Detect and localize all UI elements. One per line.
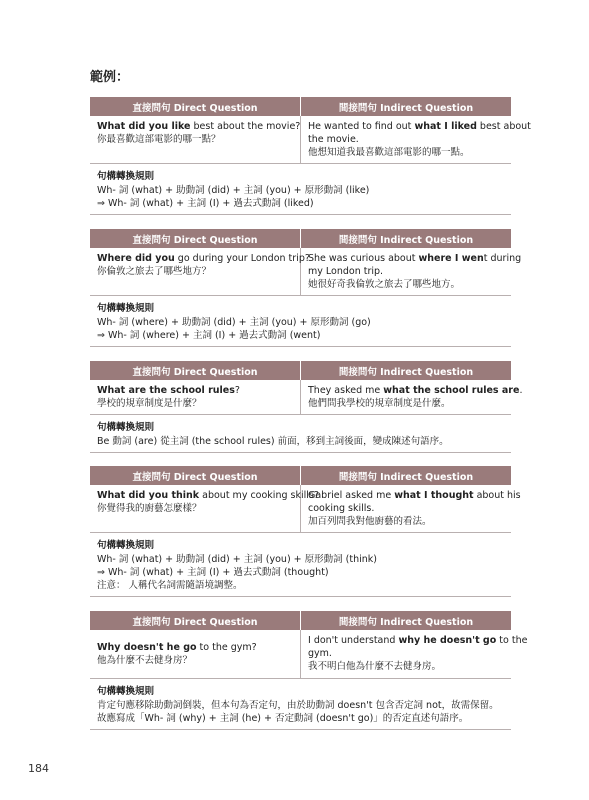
indirect-question-header: 間接問句 Indirect Question: [301, 97, 512, 116]
direct-question-bold: Why doesn't he go: [97, 641, 197, 653]
rules-title: 句構轉換規則: [97, 422, 155, 433]
indirect-question-bold: what the school rules are: [383, 385, 520, 396]
indirect-question-text-line2: cooking skills.: [308, 503, 375, 514]
rule-line: 肯定句應移除助動詞倒裝，但本句為否定句，由於助動詞 doesn't 包含否定詞 not，故需保留。: [97, 699, 499, 711]
direct-question-text: to the gym?: [196, 641, 257, 653]
indirect-question-text-line2: my London trip.: [308, 266, 384, 277]
direct-question-cell: [90, 116, 301, 164]
direct-question-cell: [90, 630, 301, 678]
rule-line: Be 動詞 (are) 從主詞 (the school rules) 前面，移到主詞後面，變成陳述句語序。: [97, 436, 449, 447]
page-heading: 範例：: [90, 70, 130, 85]
indirect-question-bold: what I liked: [414, 121, 477, 132]
direct-question-bold: What did you like: [97, 121, 191, 132]
example-block: [90, 466, 521, 597]
indirect-question-header: 間接問句 Indirect Question: [301, 361, 512, 380]
indirect-question-bold: where I wen: [418, 253, 484, 264]
indirect-question-text: He wanted to find out: [308, 121, 415, 132]
indirect-question-cell: [301, 485, 521, 533]
indirect-question-text-end: t during: [483, 253, 522, 264]
indirect-question-header: 間接問句 Indirect Question: [301, 611, 512, 630]
direct-question-chinese: 他為什麼不去健身房？: [97, 654, 193, 666]
direct-question-text: go during your London trip?: [174, 253, 310, 264]
direct-question-text: best about the movie?: [190, 121, 301, 132]
example-block: [90, 361, 523, 453]
example-block: [90, 229, 522, 347]
indirect-question-text-end: best about: [476, 121, 531, 132]
indirect-question-chinese: 他們問我學校的規章制度是什麼。: [308, 398, 451, 409]
question-table: [90, 229, 522, 296]
rule-line: ⇒ Wh- 詞 (what) + 主詞 (I) + 過去式動詞 (thought): [97, 567, 329, 578]
question-table: [90, 361, 523, 415]
rule-line: 注意： 人稱代名詞需隨語境調整。: [97, 580, 243, 591]
direct-question-bold: What are the school rules: [97, 385, 235, 396]
conversion-rules: [90, 296, 511, 347]
conversion-rules: [90, 164, 511, 215]
rule-line: Wh- 詞 (what) + 助動詞 (did) + 主詞 (you) + 原形動詞 (think): [97, 554, 377, 565]
indirect-question-text-end: to the: [496, 635, 528, 646]
direct-question-header: 直接問句 Direct Question: [90, 97, 301, 116]
direct-question-header: 直接問句 Direct Question: [90, 466, 301, 485]
indirect-question-header: 間接問句 Indirect Question: [301, 466, 512, 485]
indirect-question-chinese: 我不明白他為什麼不去健身房。: [308, 661, 442, 672]
direct-question-chinese: 你倫敦之旅去了哪些地方？: [97, 266, 212, 277]
example-block: [90, 97, 531, 215]
direct-question-bold: What did you think: [97, 490, 200, 501]
rule-line: 故應寫成「Wh- 詞 (why) + 主詞 (he) + 否定動詞 (doesn't go)」的否定直述句語序。: [97, 712, 469, 724]
indirect-question-chinese: 加百列問我對他廚藝的看法。: [308, 516, 432, 527]
example-block: [90, 611, 528, 730]
indirect-question-cell: [301, 630, 528, 678]
question-table: [90, 466, 521, 533]
rule-line: ⇒ Wh- 詞 (what) + 主詞 (I) + 過去式動詞 (liked): [97, 198, 314, 209]
indirect-question-chinese: 她很好奇我倫敦之旅去了哪些地方。: [308, 279, 461, 290]
indirect-question-bold: why he doesn't go: [398, 635, 497, 646]
indirect-question-header: 間接問句 Indirect Question: [301, 229, 512, 248]
direct-question-cell: [90, 380, 301, 415]
indirect-question-text-line2: gym.: [308, 648, 332, 659]
direct-question-cell: [90, 248, 310, 296]
indirect-question-bold: what I thought: [394, 490, 474, 501]
indirect-question-text-line2: the movie.: [308, 134, 359, 145]
direct-question-bold: Where did you: [97, 253, 175, 264]
direct-question-chinese: 你最喜歡這部電影的哪一點？: [97, 134, 221, 145]
rule-line: Wh- 詞 (what) + 助動詞 (did) + 主詞 (you) + 原形動詞 (like): [97, 185, 370, 196]
conversion-rules: [90, 415, 511, 453]
indirect-question-text: I don't understand: [308, 635, 399, 646]
indirect-question-text: Gabriel asked me: [308, 490, 395, 501]
rule-line: ⇒ Wh- 詞 (where) + 主詞 (I) + 過去式動詞 (went): [97, 330, 321, 341]
indirect-question-chinese: 他想知道我最喜歡這部電影的哪一點。: [308, 147, 470, 158]
direct-question-header: 直接問句 Direct Question: [90, 611, 301, 630]
indirect-question-cell: [301, 116, 531, 164]
direct-question-chinese: 學校的規章制度是什麼？: [97, 398, 202, 409]
conversion-rules: [90, 533, 511, 597]
indirect-question-cell: [301, 380, 523, 415]
direct-question-header: 直接問句 Direct Question: [90, 229, 301, 248]
direct-question-text: about my cooking skills?: [199, 490, 319, 501]
indirect-question-text-end: .: [519, 385, 523, 396]
rules-title: 句構轉換規則: [97, 685, 155, 697]
rules-title: 句構轉換規則: [97, 171, 155, 182]
indirect-question-cell: [301, 248, 522, 296]
rules-title: 句構轉換規則: [97, 540, 155, 551]
rules-title: 句構轉換規則: [97, 303, 155, 314]
conversion-rules: [90, 679, 511, 730]
indirect-question-text-end: about his: [473, 490, 521, 501]
direct-question-header: 直接問句 Direct Question: [90, 361, 301, 380]
direct-question-cell: [90, 485, 319, 533]
rule-line: Wh- 詞 (where) + 助動詞 (did) + 主詞 (you) + 原形動詞 (go): [97, 317, 371, 328]
page-number: 184: [28, 762, 49, 775]
question-table: [90, 97, 531, 164]
direct-question-text: ?: [234, 385, 240, 396]
question-table: [90, 611, 528, 679]
indirect-question-text: They asked me: [308, 385, 384, 396]
direct-question-chinese: 你覺得我的廚藝怎麼樣？: [97, 503, 202, 514]
indirect-question-text: She was curious about: [308, 253, 419, 264]
